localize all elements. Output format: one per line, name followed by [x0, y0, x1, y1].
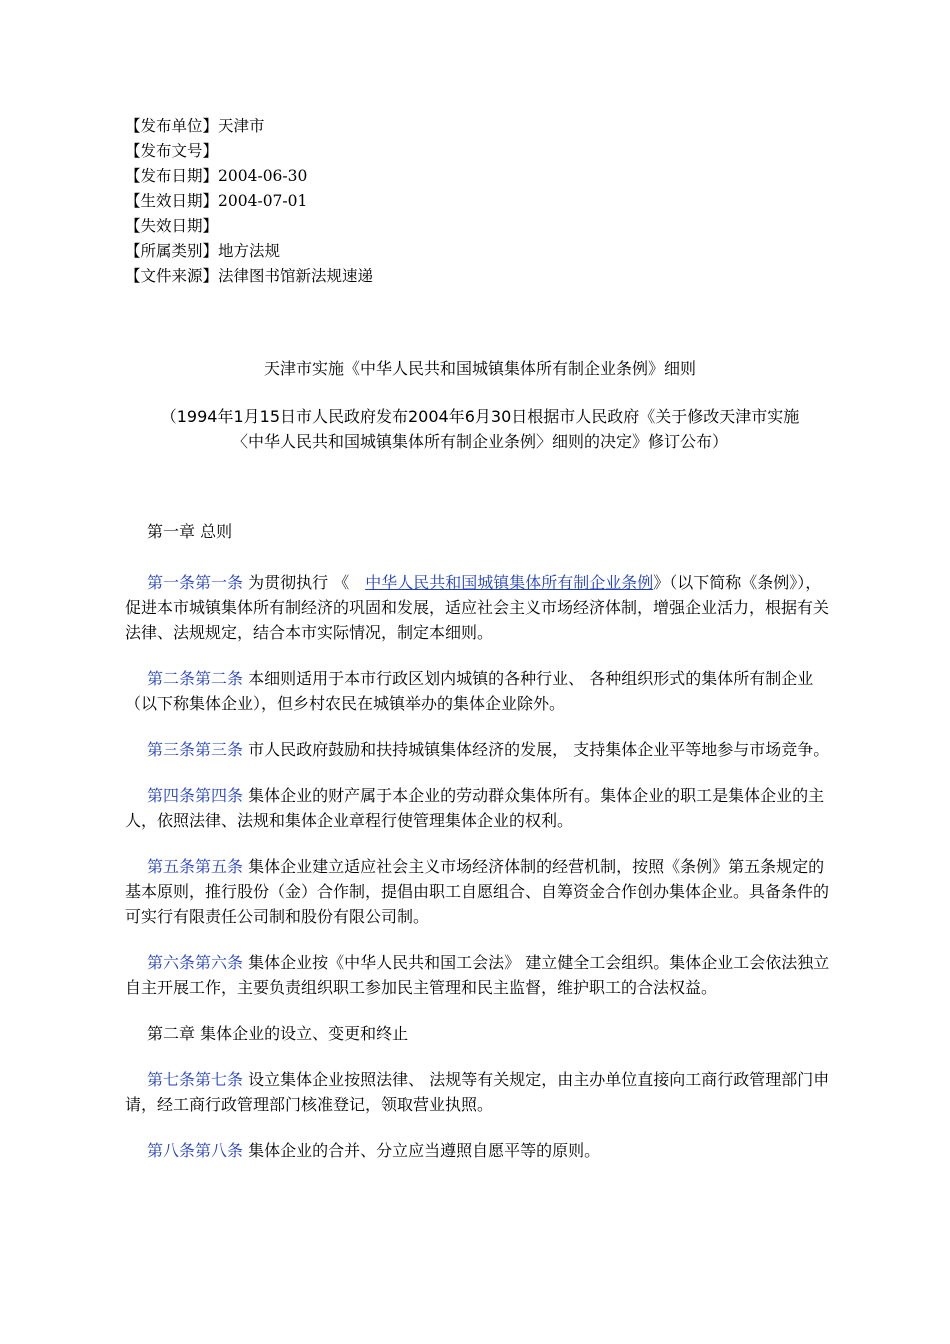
meta-label: 【所属类别】 — [125, 242, 219, 260]
meta-row-category — [125, 239, 373, 264]
article-number-link[interactable]: 第二条第二条 — [147, 669, 244, 688]
article-text: 为贯彻执行 《 — [243, 573, 366, 592]
meta-label: 【文件来源】 — [125, 267, 219, 285]
chapter-heading: 第二章 集体企业的设立、变更和终止 — [147, 1024, 409, 1043]
meta-row-issue-date — [125, 164, 373, 189]
article-6 — [125, 950, 835, 1000]
article-text: 集体企业的合并、分立应当遵照自愿平等的原则。 — [243, 1141, 601, 1160]
article-text: 市人民政府鼓励和扶持城镇集体经济的发展， 支持集体企业平等地参与市场竞争。 — [243, 740, 830, 759]
article-7 — [125, 1067, 835, 1117]
meta-value: 法律图书馆新法规速递 — [218, 267, 374, 285]
meta-value: 2004-06-30 — [218, 167, 308, 185]
article-number-link[interactable]: 第四条第四条 — [147, 786, 244, 805]
document-metadata — [125, 114, 373, 289]
article-text: 集体企业建立适应社会主义市场经济体制的经营机制，按照《条例》第五条规定的基本原则，推行股份（金）合作制，提倡由职工自愿组合、自筹资金合作创办集体企业。具备条件的可实行有限责任公司制和股份有限公司制。 — [125, 857, 830, 926]
meta-label: 【发布日期】 — [125, 167, 219, 185]
meta-row-effective-date — [125, 189, 373, 214]
document-subtitle — [125, 404, 835, 454]
article-number-link[interactable]: 第一条第一条 — [147, 573, 244, 592]
article-text: 本细则适用于本市行政区划内城镇的各种行业、 各种组织形式的集体所有制企业（以下称集体企业），但乡村农民在城镇举办的集体企业除外。 — [125, 669, 814, 713]
meta-value: 地方法规 — [218, 242, 281, 260]
article-text: 》（以下简称《条例》），促进本市城镇集体所有制经济的巩固和发展，适应社会主义市场经济体制，增强企业活力，根据有关法律、法规规定，结合本市实际情况，制定本细则。 — [125, 573, 830, 642]
article-number-link[interactable]: 第七条第七条 — [147, 1070, 244, 1089]
meta-row-issuer — [125, 114, 373, 139]
article-number-link[interactable]: 第八条第八条 — [147, 1141, 244, 1160]
meta-row-expiry-date — [125, 214, 373, 239]
article-text: 集体企业按《中华人民共和国工会法》 建立健全工会组织。集体企业工会依法独立自主开展工作，主要负责组织职工参加民主管理和民主监督，维护职工的合法权益。 — [125, 953, 830, 997]
meta-value: 2004-07-01 — [218, 192, 308, 210]
subtitle-line: （1994年1月15日市人民政府发布2004年6月30日根据市人民政府《关于修改天津市实施 — [160, 407, 800, 426]
article-4 — [125, 783, 835, 833]
meta-label: 【发布单位】 — [125, 117, 219, 135]
meta-row-doc-number — [125, 139, 373, 164]
article-3 — [125, 737, 835, 762]
article-text: 集体企业的财产属于本企业的劳动群众集体所有。集体企业的职工是集体企业的主人，依照法律、法规和集体企业章程行使管理集体企业的权利。 — [125, 786, 825, 830]
article-number-link[interactable]: 第六条第六条 — [147, 953, 244, 972]
article-8 — [125, 1138, 835, 1163]
article-text: 设立集体企业按照法律、 法规等有关规定，由主办单位直接向工商行政管理部门申请，经工商行政管理部门核准登记，领取营业执照。 — [125, 1070, 830, 1114]
chapter-heading: 第一章 总则 — [147, 522, 233, 541]
meta-value: 天津市 — [218, 117, 265, 135]
article-number-link[interactable]: 第三条第三条 — [147, 740, 244, 759]
article-number-link[interactable]: 第五条第五条 — [147, 857, 244, 876]
subtitle-line: 〈中华人民共和国城镇集体所有制企业条例〉细则的决定》修订公布） — [231, 432, 728, 451]
meta-row-source — [125, 264, 373, 289]
article-5 — [125, 854, 835, 929]
document-body — [125, 519, 835, 1163]
article-2 — [125, 666, 835, 716]
document-title: 天津市实施《中华人民共和国城镇集体所有制企业条例》细则 — [263, 359, 696, 378]
meta-label: 【发布文号】 — [125, 142, 219, 160]
meta-label: 【生效日期】 — [125, 192, 219, 210]
regulation-link[interactable]: 中华人民共和国城镇集体所有制企业条例 — [365, 573, 654, 592]
meta-label: 【失效日期】 — [125, 217, 219, 235]
article-1 — [125, 570, 835, 645]
